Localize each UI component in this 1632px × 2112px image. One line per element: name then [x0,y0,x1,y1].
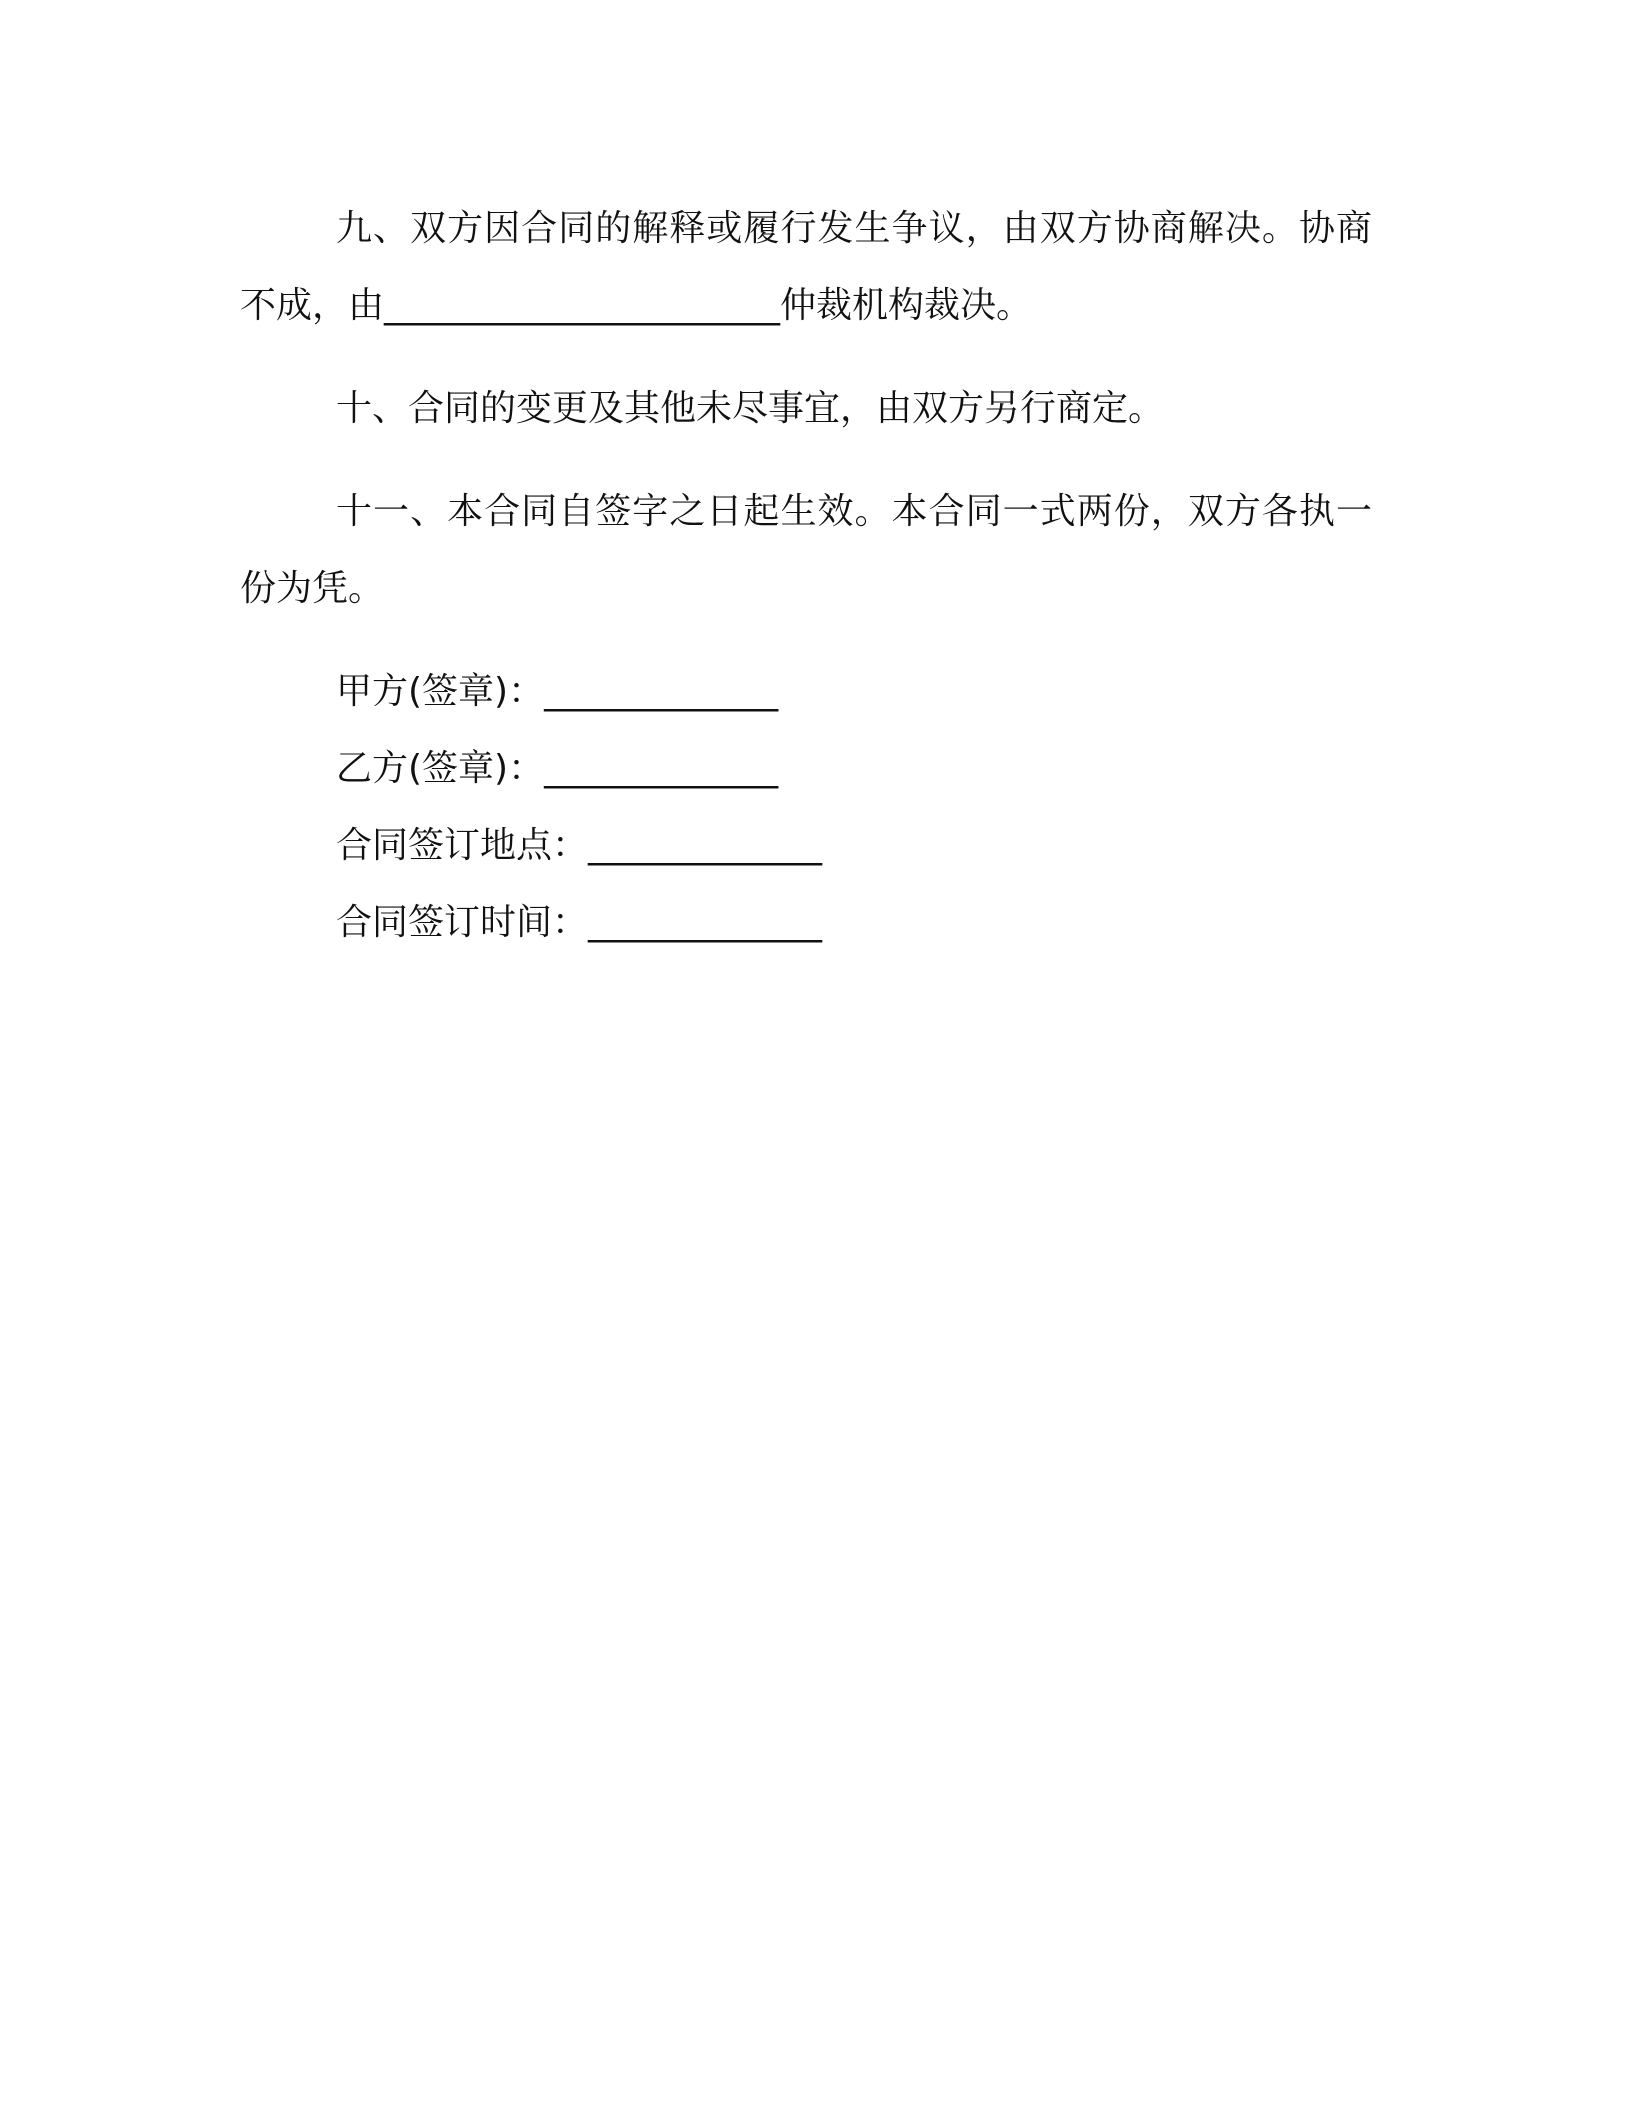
signing-place-line: 合同签订地点：_____________ [336,825,823,866]
signature-block [240,653,1372,961]
document-body [240,190,1372,961]
party-a-signature-line: 甲方(签章)：_____________ [336,671,779,712]
party-b-signature-line: 乙方(签章)：_____________ [336,748,779,789]
clause-10: 十、合同的变更及其他未尽事宜，由双方另行商定。 [336,388,1165,429]
clause-11: 十一、本合同自签字之日起生效。本合同一式两份，双方各执一份为凭。 [240,491,1372,609]
clause-9: 九、双方因合同的解释或履行发生争议，由双方协商解决。协商不成，由______________________仲裁机构裁决。 [240,208,1372,326]
signing-time-line: 合同签订时间：_____________ [336,902,823,943]
